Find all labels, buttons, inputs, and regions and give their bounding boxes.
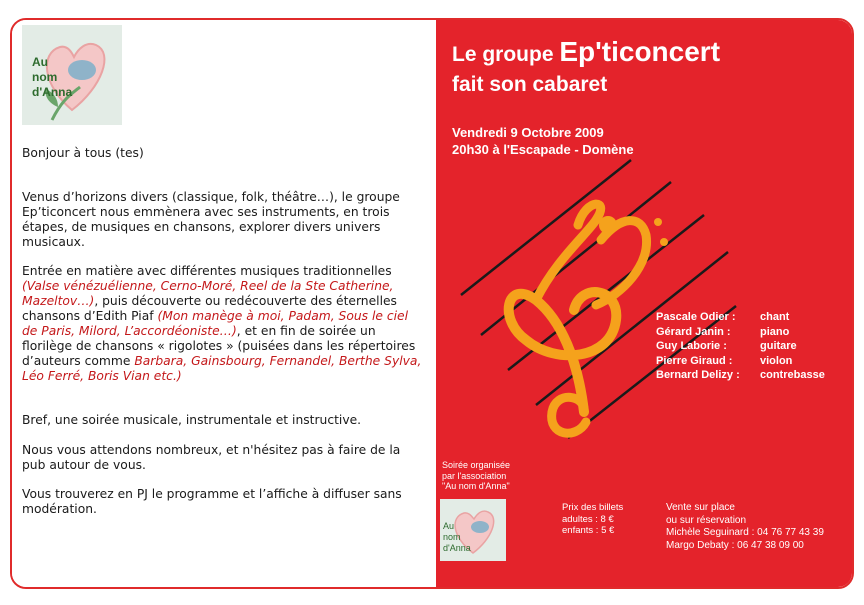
organiser-info: Soirée organisée par l'association "Au nom d'Anna" <box>442 460 511 491</box>
poster-panel <box>436 20 852 587</box>
paragraph-invitation: Nous vous attendons nombreux, et n'hésitez pas à faire de la pub autour de vous. <box>22 443 401 472</box>
musician-row: Pierre Giraud : violon <box>656 354 793 367</box>
ticket-prices: Prix des billets adultes : 8 € enfants : 5 € <box>562 502 624 536</box>
flyer-frame <box>10 18 854 589</box>
musician-row: Guy Laborie : guitare <box>656 340 797 352</box>
paragraph-attachment: Vous trouverez en PJ le programme et l’affiche à diffuser sans modération. <box>22 487 402 516</box>
paragraph-summary: Bref, une soirée musicale, instrumentale et instructive. <box>22 413 362 427</box>
association-logo <box>22 25 122 125</box>
poster-subtitle: fait son cabaret <box>452 73 608 96</box>
logo-text: Au nom d'Anna <box>32 55 73 99</box>
paragraph-program: Entrée en matière avec différentes musiques traditionnelles (Valse vénézuélienne, Cerno-Moré, Reel de la Ste Catherine, Mazeltov…), puis découverte ou redécouverte des éternelles chansons d’Edith Piaf (Mon manège à moi, Padam, Sous le ciel de Paris, Milord, L’accordéoniste…), et en fin de soirée un florilège de chansons « rigolotes » (puisées dans les répertoires d’auteurs comme Barbara, Gainsbourg, Fernandel, Berthe Sylva, Léo Ferré, Boris Vian etc.) <box>22 264 422 383</box>
letter-panel <box>12 20 436 587</box>
musician-row: Pascale Odier : chant <box>656 311 790 323</box>
musician-row: Gérard Janin : piano <box>656 325 790 338</box>
logo-text: Au nom d'Anna <box>443 521 471 553</box>
event-date: Vendredi 9 Octobre 2009 20h30 à l'Escapade - Domène <box>452 125 634 157</box>
musician-row: Bernard Delizy : contrebasse <box>656 369 825 381</box>
association-logo-small <box>440 499 506 561</box>
greeting: Bonjour à tous (tes) <box>22 146 144 160</box>
poster-title: Le groupe Ep'ticoncert <box>452 36 721 67</box>
paragraph-intro: Venus d’horizons divers (classique, folk, théâtre…), le groupe Ep’ticoncert nous emmènera avec ses instruments, en trois étapes, de musiques en chansons, explorer divers univers musicaux. <box>22 190 400 249</box>
sales-contact: Vente sur place ou sur réservation Michèle Seguinard : 04 76 77 43 39 Margo Debaty : 06 47 38 09 00 <box>666 502 824 551</box>
musicians-list <box>656 310 825 383</box>
